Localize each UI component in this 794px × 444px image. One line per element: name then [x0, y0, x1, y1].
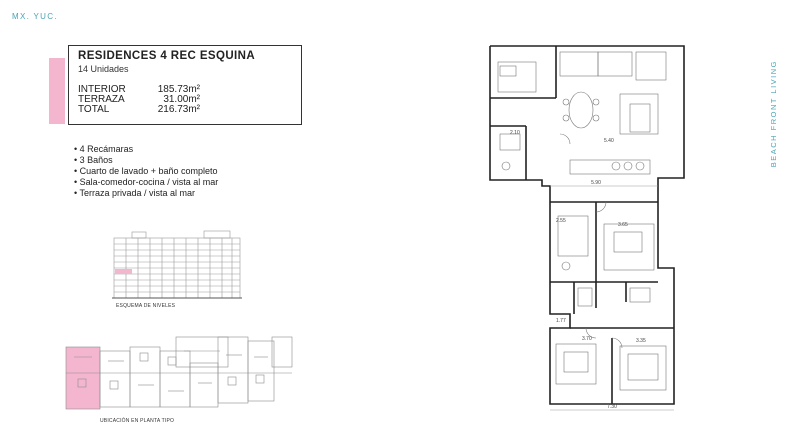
levels-caption: ESQUEMA DE NIVELES	[116, 303, 176, 309]
dim-label: 5.90	[591, 180, 601, 186]
feature-item: • 4 Recámaras	[74, 144, 218, 155]
location-diagram	[64, 333, 296, 411]
feature-item: • Terraza privada / vista al mar	[74, 188, 218, 199]
location-label: MX. YUC.	[12, 12, 58, 21]
dim-label: 3.70	[582, 336, 592, 342]
dim-label: 1.77	[556, 318, 566, 324]
unit-count: 14 Unidades	[78, 64, 129, 74]
highlighted-unit	[66, 347, 100, 409]
floor-plan	[486, 38, 692, 422]
brand-tagline: BEACH FRONT LIVING	[769, 60, 778, 168]
dim-label: 3.35	[636, 338, 646, 344]
area-label: TERRAZA	[78, 94, 125, 105]
feature-item: • Sala-comedor-cocina / vista al mar	[74, 177, 218, 188]
unit-title: RESIDENCES 4 REC ESQUINA	[78, 50, 256, 62]
location-caption: UBICACIÓN EN PLANTA TIPO	[100, 418, 175, 424]
dim-label: 3.65	[618, 222, 628, 228]
unit-color-tag	[49, 58, 65, 124]
feature-item: • Cuarto de lavado + baño completo	[74, 166, 218, 177]
dim-label: 2.55	[556, 218, 566, 224]
highlighted-level	[115, 269, 132, 274]
dim-label: 7.30	[607, 404, 617, 410]
dim-label: 2.10	[510, 130, 520, 136]
area-label: INTERIOR	[78, 84, 126, 95]
feature-item: • 3 Baños	[74, 155, 218, 166]
features-list	[74, 144, 218, 199]
area-label: TOTAL	[78, 104, 110, 115]
area-value: 216.73m²	[157, 104, 200, 115]
dim-label: 5.40	[604, 138, 614, 144]
levels-diagram	[112, 228, 244, 302]
area-value: 185.73m²	[157, 84, 200, 95]
area-value: 31.00m²	[163, 94, 200, 105]
